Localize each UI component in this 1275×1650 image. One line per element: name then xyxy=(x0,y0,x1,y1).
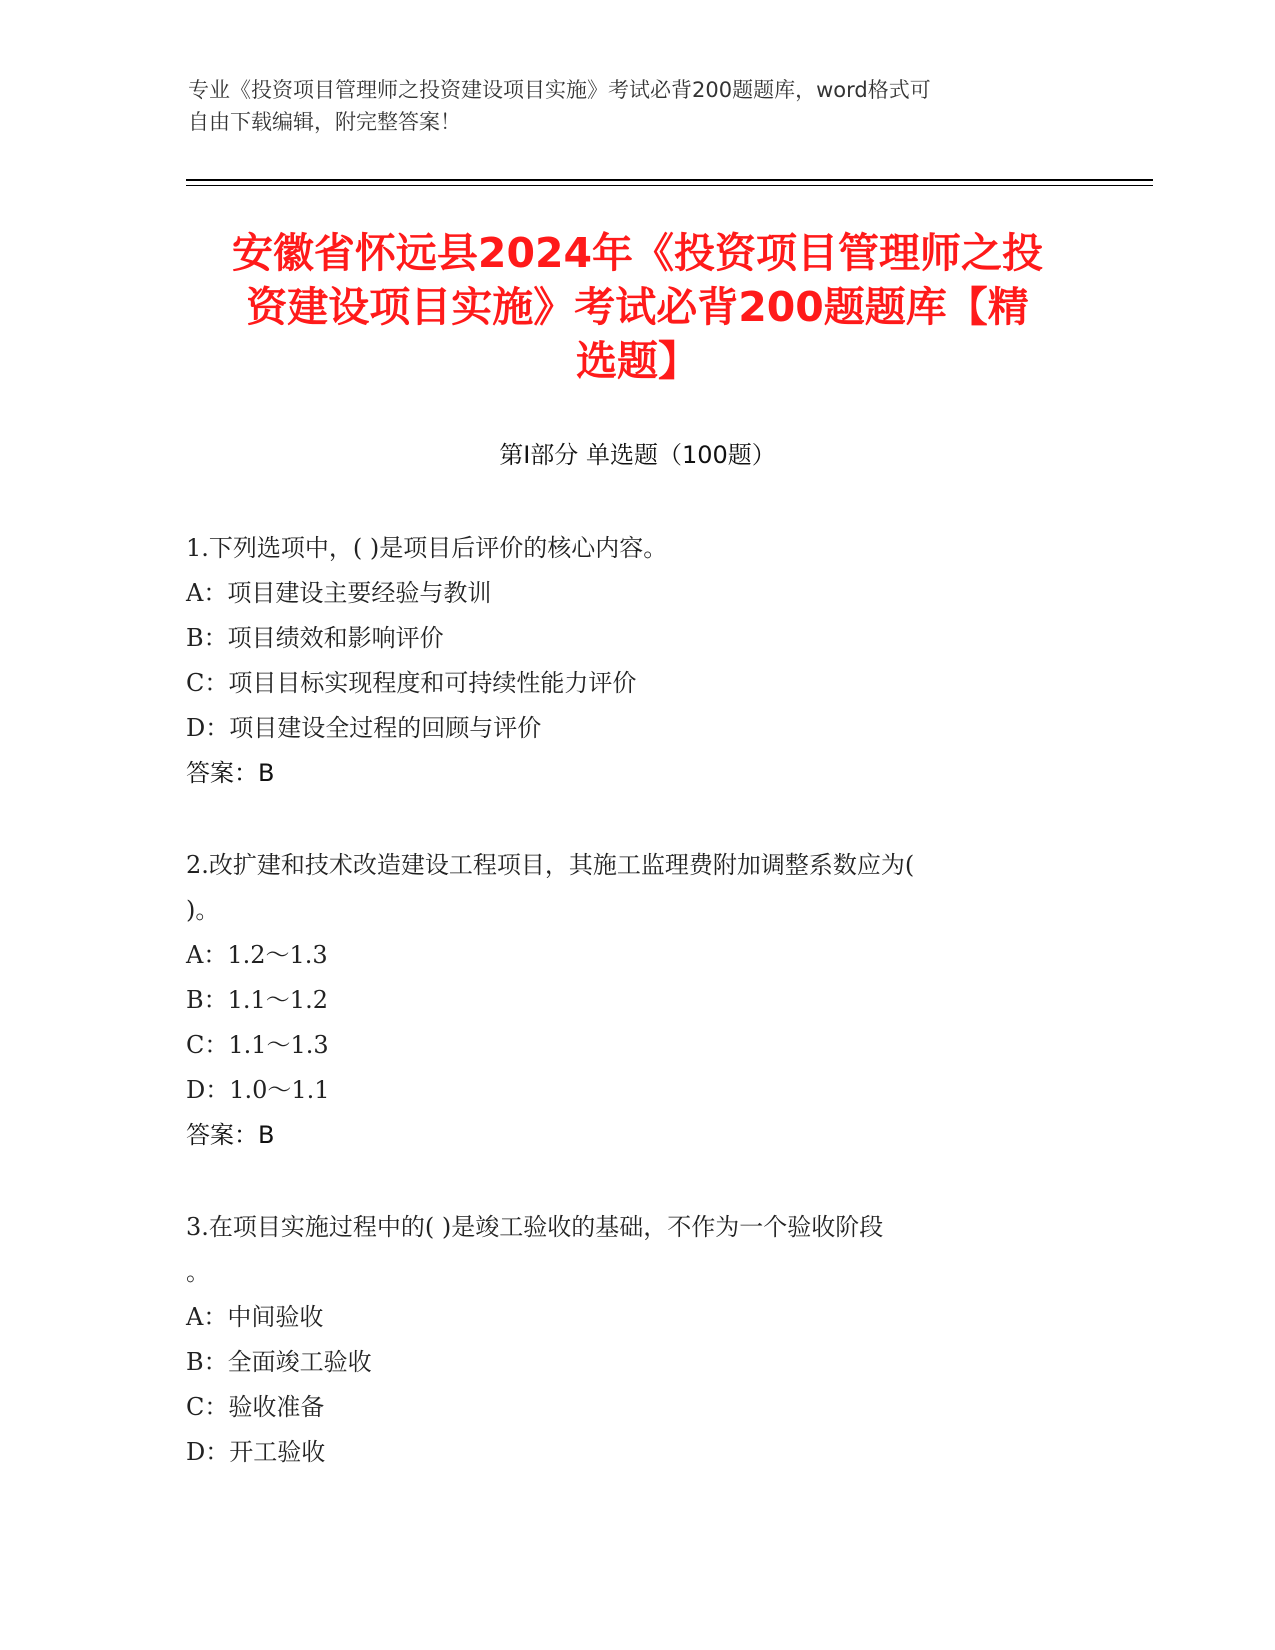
question-3-option-c: C：验收准备 xyxy=(186,1393,325,1421)
question-1-answer: 答案：B xyxy=(186,759,275,787)
question-3-stem-line-2: 。 xyxy=(186,1258,210,1286)
title-line-2: 资建设项目实施》考试必背200题题库【精 xyxy=(246,283,1029,331)
question-1-option-d: D：项目建设全过程的回顾与评价 xyxy=(186,714,542,742)
question-3-option-d: D：开工验收 xyxy=(186,1438,326,1466)
section-title: 第I部分 单选题（100题） xyxy=(499,441,776,469)
question-3-stem-line-1: 3.在项目实施过程中的( )是竣工验收的基础，不作为一个验收阶段 xyxy=(186,1213,884,1241)
header-divider-thin xyxy=(186,185,1153,186)
header-note-line-1: 专业《投资项目管理师之投资建设项目实施》考试必背200题题库，word格式可 xyxy=(188,78,931,102)
question-2 xyxy=(186,843,1076,1158)
question-1 xyxy=(186,526,1076,796)
question-1-option-c: C：项目目标实现程度和可持续性能力评价 xyxy=(186,669,637,697)
question-2-option-b: B：1.1～1.2 xyxy=(186,986,328,1014)
header-divider-thick xyxy=(186,179,1153,181)
question-3-option-b: B：全面竣工验收 xyxy=(186,1348,372,1376)
question-1-option-b: B：项目绩效和影响评价 xyxy=(186,624,444,652)
question-list xyxy=(186,526,1076,1522)
title-line-1: 安徽省怀远县2024年《投资项目管理师之投 xyxy=(231,229,1044,277)
question-1-stem: 1.下列选项中，( )是项目后评价的核心内容。 xyxy=(186,534,668,562)
document-header-note xyxy=(188,74,1088,138)
question-2-stem-line-2: )。 xyxy=(186,896,220,924)
question-2-stem-line-1: 2.改扩建和技术改造建设工程项目，其施工监理费附加调整系数应为( xyxy=(186,851,915,879)
question-3 xyxy=(186,1205,1076,1475)
header-note-line-2: 自由下载编辑，附完整答案！ xyxy=(188,110,461,134)
question-2-option-d: D：1.0～1.1 xyxy=(186,1076,330,1104)
question-2-answer: 答案：B xyxy=(186,1121,275,1149)
question-2-option-a: A：1.2～1.3 xyxy=(186,941,328,969)
question-1-option-a: A：项目建设主要经验与教训 xyxy=(186,579,492,607)
question-3-option-a: A：中间验收 xyxy=(186,1303,324,1331)
title-line-3: 选题】 xyxy=(576,337,699,385)
question-2-option-c: C：1.1～1.3 xyxy=(186,1031,329,1059)
document-title xyxy=(150,226,1125,388)
